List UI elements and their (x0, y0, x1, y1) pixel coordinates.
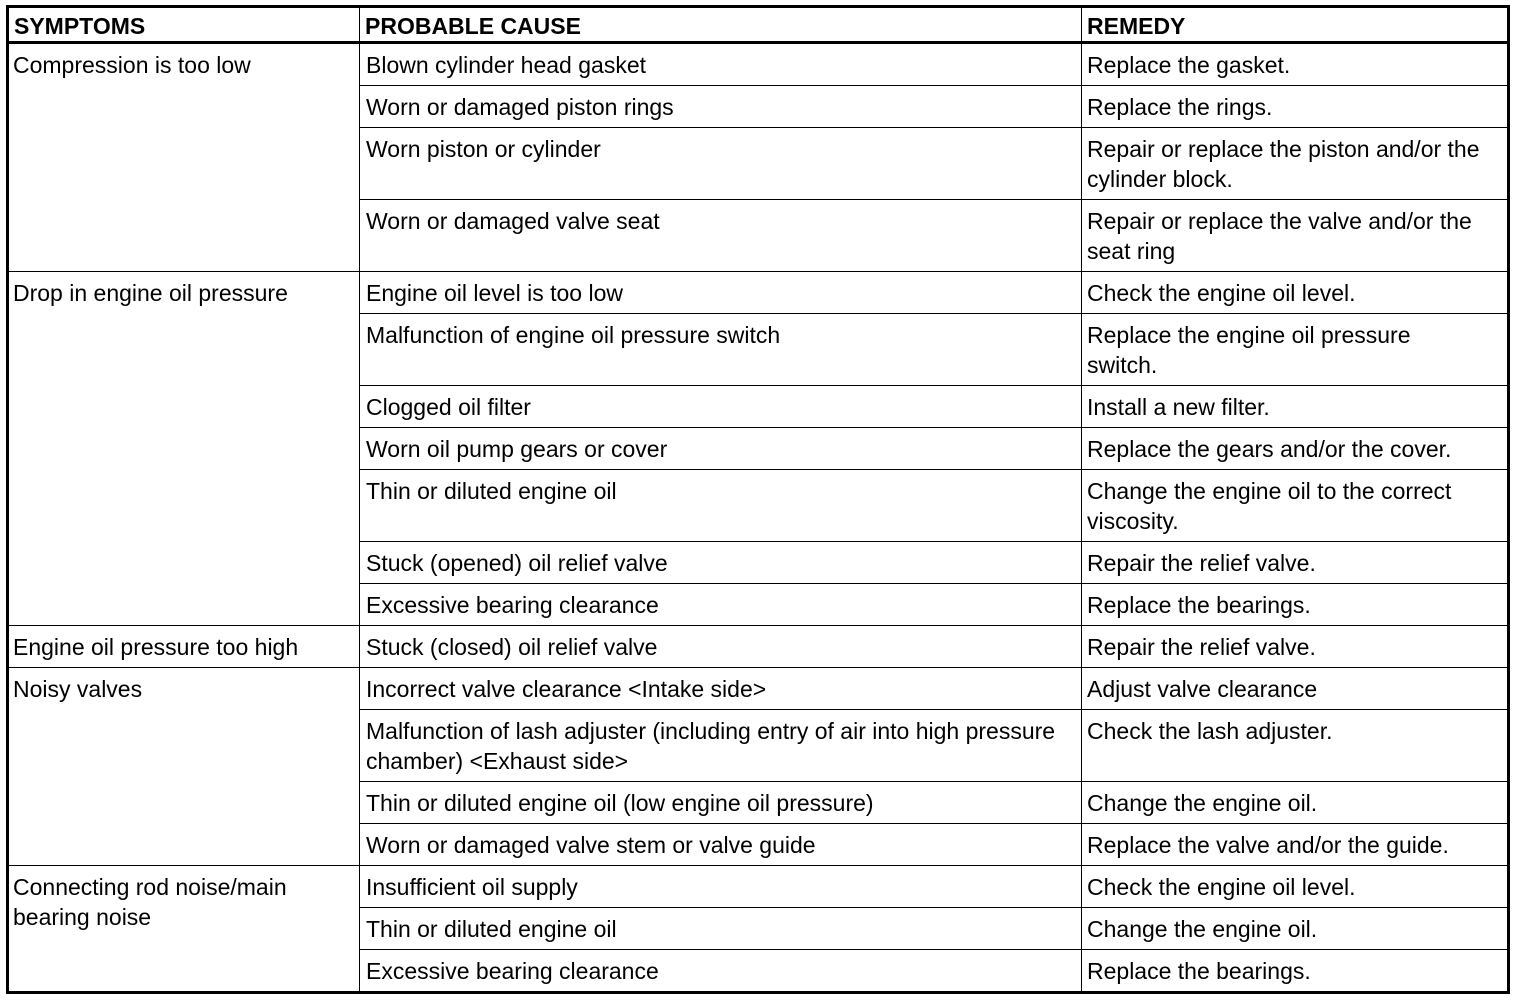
probable-cause-cell: Malfunction of lash adjuster (including entry of air into high pressure chamber) <Exhaust side> (360, 710, 1082, 782)
remedy-cell: Replace the engine oil pressure switch. (1082, 314, 1509, 386)
probable-cause-cell: Worn piston or cylinder (360, 128, 1082, 200)
probable-cause-cell: Excessive bearing clearance (360, 950, 1082, 993)
table-row (8, 272, 1509, 314)
remedy-cell: Replace the gasket. (1082, 43, 1509, 86)
remedy-cell: Replace the gears and/or the cover. (1082, 428, 1509, 470)
remedy-cell: Replace the bearings. (1082, 950, 1509, 993)
probable-cause-cell: Worn oil pump gears or cover (360, 428, 1082, 470)
remedy-cell: Replace the valve and/or the guide. (1082, 824, 1509, 866)
remedy-cell: Repair or replace the piston and/or the cylinder block. (1082, 128, 1509, 200)
remedy-cell: Replace the rings. (1082, 86, 1509, 128)
table-row (8, 866, 1509, 908)
remedy-cell: Check the engine oil level. (1082, 866, 1509, 908)
probable-cause-cell: Malfunction of engine oil pressure switch (360, 314, 1082, 386)
header-row (8, 7, 1509, 43)
remedy-cell: Adjust valve clearance (1082, 668, 1509, 710)
probable-cause-cell: Insufficient oil supply (360, 866, 1082, 908)
probable-cause-cell: Thin or diluted engine oil (360, 470, 1082, 542)
troubleshooting-table-container (6, 5, 1507, 994)
remedy-cell: Change the engine oil. (1082, 908, 1509, 950)
header-symptoms: SYMPTOMS (8, 7, 360, 43)
probable-cause-cell: Thin or diluted engine oil (360, 908, 1082, 950)
probable-cause-cell: Clogged oil filter (360, 386, 1082, 428)
header-remedy: REMEDY (1082, 7, 1509, 43)
probable-cause-cell: Stuck (opened) oil relief valve (360, 542, 1082, 584)
remedy-cell: Repair the relief valve. (1082, 626, 1509, 668)
table-row (8, 626, 1509, 668)
probable-cause-cell: Thin or diluted engine oil (low engine oil pressure) (360, 782, 1082, 824)
remedy-cell: Install a new filter. (1082, 386, 1509, 428)
probable-cause-cell: Blown cylinder head gasket (360, 43, 1082, 86)
header-probable-cause: PROBABLE CAUSE (360, 7, 1082, 43)
remedy-cell: Check the lash adjuster. (1082, 710, 1509, 782)
probable-cause-cell: Worn or damaged piston rings (360, 86, 1082, 128)
symptom-cell: Connecting rod noise/main bearing noise (8, 866, 360, 993)
symptom-cell: Compression is too low (8, 43, 360, 272)
symptom-cell: Noisy valves (8, 668, 360, 866)
remedy-cell: Repair the relief valve. (1082, 542, 1509, 584)
symptom-cell: Engine oil pressure too high (8, 626, 360, 668)
remedy-cell: Check the engine oil level. (1082, 272, 1509, 314)
probable-cause-cell: Worn or damaged valve stem or valve guide (360, 824, 1082, 866)
remedy-cell: Replace the bearings. (1082, 584, 1509, 626)
table-body (8, 43, 1509, 993)
remedy-cell: Change the engine oil to the correct viscosity. (1082, 470, 1509, 542)
probable-cause-cell: Incorrect valve clearance <Intake side> (360, 668, 1082, 710)
table-row (8, 43, 1509, 86)
probable-cause-cell: Stuck (closed) oil relief valve (360, 626, 1082, 668)
symptom-cell: Drop in engine oil pressure (8, 272, 360, 626)
probable-cause-cell: Worn or damaged valve seat (360, 200, 1082, 272)
table-row (8, 668, 1509, 710)
probable-cause-cell: Engine oil level is too low (360, 272, 1082, 314)
probable-cause-cell: Excessive bearing clearance (360, 584, 1082, 626)
remedy-cell: Change the engine oil. (1082, 782, 1509, 824)
troubleshooting-table (6, 5, 1510, 994)
remedy-cell: Repair or replace the valve and/or the seat ring (1082, 200, 1509, 272)
